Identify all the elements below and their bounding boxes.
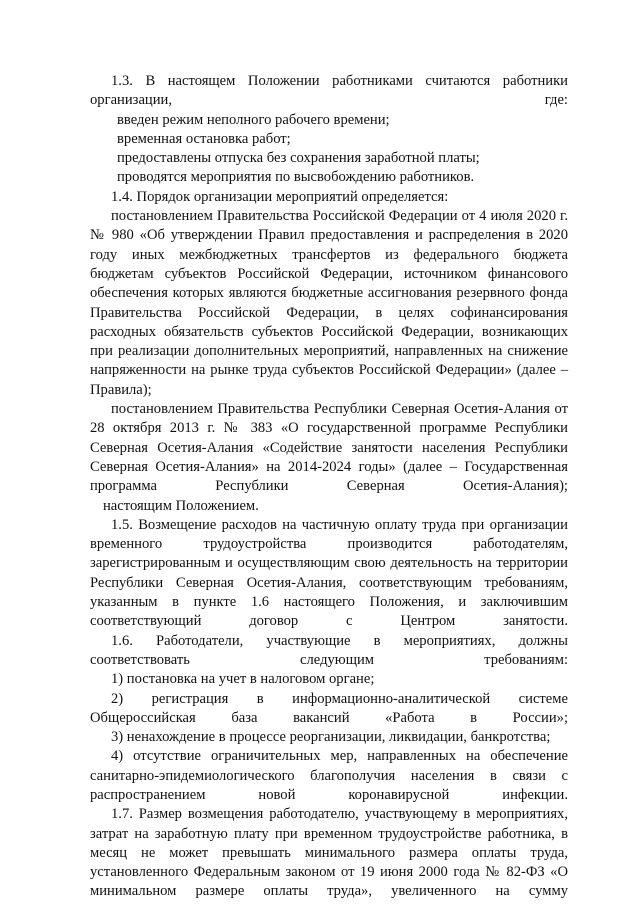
paragraph-p-1-3-intro: 1.3. В настоящем Положении работниками считаются работники организации, где:: [90, 73, 568, 109]
paragraph-p-1-3-c: предоставлены отпуска без сохранения заработной платы;: [117, 150, 480, 167]
paragraph-p-1-7: 1.7. Размер возмещения работодателю, участвующему в мероприятиях, затрат на заработную плату при временном трудоустройстве работника, в месяц не может превышать минимального размера оплаты труда, установленного Федеральным законом от 19 июня 2000 года № 82-ФЗ «О минимальном размере оплаты труда», увеличенного на сумму: [90, 806, 568, 900]
paragraph-p-1-6-2: 2) регистрация в информационно-аналитической системе Общероссийская база вакансий «Работа в России»;: [90, 690, 568, 726]
paragraph-p-1-4-c: настоящим Положением.: [103, 497, 259, 514]
paragraph-p-1-3-a: введен режим неполного рабочего времени;: [117, 111, 390, 128]
paragraph-p-1-5: 1.5. Возмещение расходов на частичную оплату труда при организации временного трудоустройства производится работодателям, зарегистрированным и осуществляющим свою деятельность на территории Республики Северная Осетия-Алания, соответствующим требованиям, указанным в пункте 1.6 настоящего Положения, и заключившим соответствующий договор с Центром занятости.: [90, 516, 568, 630]
paragraph-p-1-3-d: проводятся мероприятия по высвобождению работников.: [117, 169, 475, 186]
document-body: [90, 72, 568, 902]
paragraph-p-1-6-3: 3) ненахождение в процессе реорганизации, ликвидации, банкротства;: [111, 729, 551, 746]
paragraph-p-1-3-b: временная остановка работ;: [117, 130, 291, 147]
paragraph-p-1-6-1: 1) постановка на учет в налоговом органе;: [111, 671, 375, 688]
paragraph-p-1-4-a: постановлением Правительства Российской Федерации от 4 июля 2020 г. № 980 «Об утверждении Правил предоставления и распределения в 2020 году иных межбюджетных трансфертов из федерального бюджета бюджетам субъектов Российской Федерации, источником финансового обеспечения которых являются бюджетные ассигнования резервного фонда Правительства Российской Федерации, в целях софинансирования расходных обязательств субъектов Российской Федерации, возникающих при реализации дополнительных мероприятий, направленных на снижение напряженности на рынке труда субъектов Российской Федерации» (далее – Правила);: [90, 208, 568, 398]
paragraph-p-1-6-intro: 1.6. Работодатели, участвующие в мероприятиях, должны соответствовать следующим требованиям:: [90, 632, 568, 668]
paragraph-p-1-4-b: постановлением Правительства Республики Северная Осетия-Алания от 28 октября 2013 г. № 383 «О государственной программе Республики Северная Осетия-Алания «Содействие занятости населения Республики Северная Осетия-Алания» на 2014-2024 годы» (далее – Государственная программа Республики Северная Осетия-Алания);: [90, 401, 568, 495]
paragraph-p-1-4-intro: 1.4. Порядок организации мероприятий определяется:: [111, 188, 449, 205]
paragraph-p-1-6-4: 4) отсутствие ограничительных мер, направленных на обеспечение санитарно-эпидемиологического благополучия населения в связи с распространением новой коронавирусной инфекции.: [90, 748, 568, 803]
